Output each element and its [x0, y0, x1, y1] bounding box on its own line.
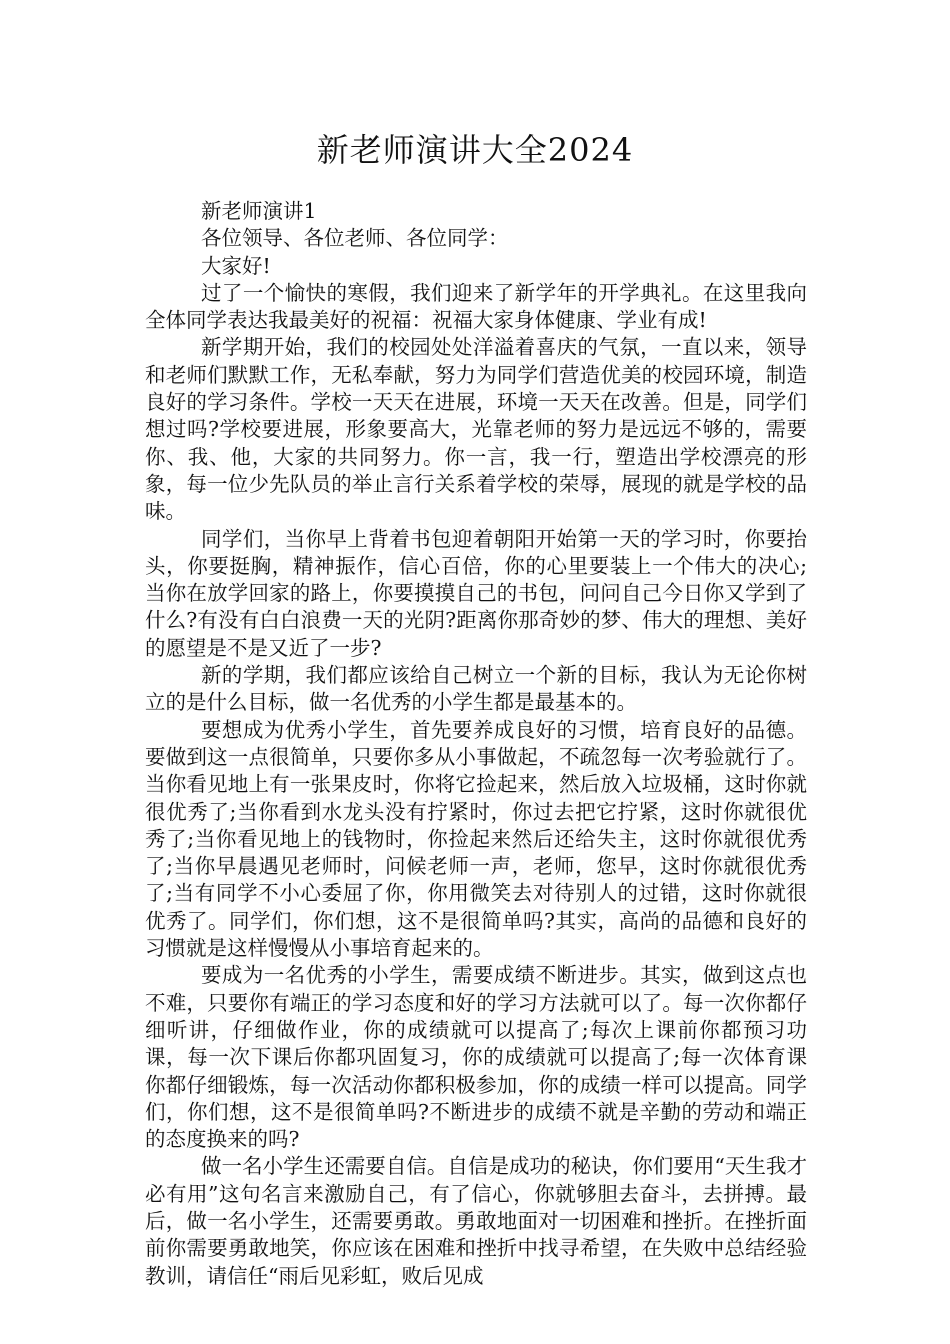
paragraph: 新学期开始，我们的校园处处洋溢着喜庆的气氛，一直以来，领导和老师们默默工作，无私奉献，努力为同学们营造优美的校园环境，制造良好的学习条件。学校一天天在进展，环境一天天在改善。但是，同学们想过吗?学校要进展，形象要高大，光靠老师的努力是远远不够的，需要你、我、他，大家的共同努力。你一言，我一行，塑造出学校漂亮的形象，每一位少先队员的举止言行关系着学校的荣辱，展现的就是学校的品味。: [145, 335, 807, 524]
paragraph: 做一名小学生还需要自信。自信是成功的秘诀，你们要用“天生我才必有用”这句名言来激励自己，有了信心，你就够胆去奋斗，去拼搏。最后，做一名小学生，还需要勇敢。勇敢地面对一切困难和挫折。在挫折面前你需要勇敢地笑，你应该在困难和挫折中找寻希望，在失败中总结经验教训，请信任“雨后见彩虹，败后见成: [145, 1154, 807, 1288]
paragraph: 同学们，当你早上背着书包迎着朝阳开始第一天的学习时，你要抬头，你要挺胸，精神振作，信心百倍，你的心里要装上一个伟大的决心;当你在放学回家的路上，你要摸摸自己的书包，问问自己今日你又学到了什么?有没有白白浪费一天的光阴?距离你那奇妙的梦、伟大的理想、美好的愿望是不是又近了一步?: [145, 526, 807, 660]
paragraph: 要成为一名优秀的小学生，需要成绩不断进步。其实，做到这点也不难，只要你有端正的学习态度和好的学习方法就可以了。每一次你都仔细听讲，仔细做作业，你的成绩就可以提高了;每次上课前你都预习功课，每一次下课后你都巩固复习，你的成绩就可以提高了;每一次体育课你都仔细锻炼，每一次活动你都积极参加，你的成绩一样可以提高。同学们，你们想，这不是很简单吗?不断进步的成绩不就是辛勤的劳动和端正的态度换来的吗?: [145, 963, 807, 1152]
document-body: [145, 198, 807, 1290]
paragraph: 新的学期，我们都应该给自己树立一个新的目标，我认为无论你树立的是什么目标，做一名优秀的小学生都是最基本的。: [145, 663, 807, 715]
paragraph: 各位领导、各位老师、各位同学：: [201, 226, 509, 251]
paragraph: 大家好!: [201, 253, 271, 278]
document-title: 新老师演讲大全2024: [316, 131, 634, 169]
paragraph: 要想成为优秀小学生，首先要养成良好的习惯，培育良好的品德。要做到这一点很简单，只要你多从小事做起，不疏忽每一次考验就行了。当你看见地上有一张果皮时，你将它捡起来，然后放入垃圾桶，这时你就很优秀了;当你看到水龙头没有拧紧时，你过去把它拧紧，这时你就很优秀了;当你看见地上的钱物时，你捡起来然后还给失主，这时你就很优秀了;当你早晨遇见老师时，问候老师一声，老师，您早，这时你就很优秀了;当有同学不小心委屈了你，你用微笑去对待别人的过错，这时你就很优秀了。同学们，你们想，这不是很简单吗?其实，高尚的品德和良好的习惯就是这样慢慢从小事培育起来的。: [145, 717, 807, 961]
paragraph: 过了一个愉快的寒假，我们迎来了新学年的开学典礼。在这里我向全体同学表达我最美好的祝福：祝福大家身体健康、学业有成!: [145, 280, 807, 333]
paragraph: 新老师演讲1: [201, 199, 317, 223]
